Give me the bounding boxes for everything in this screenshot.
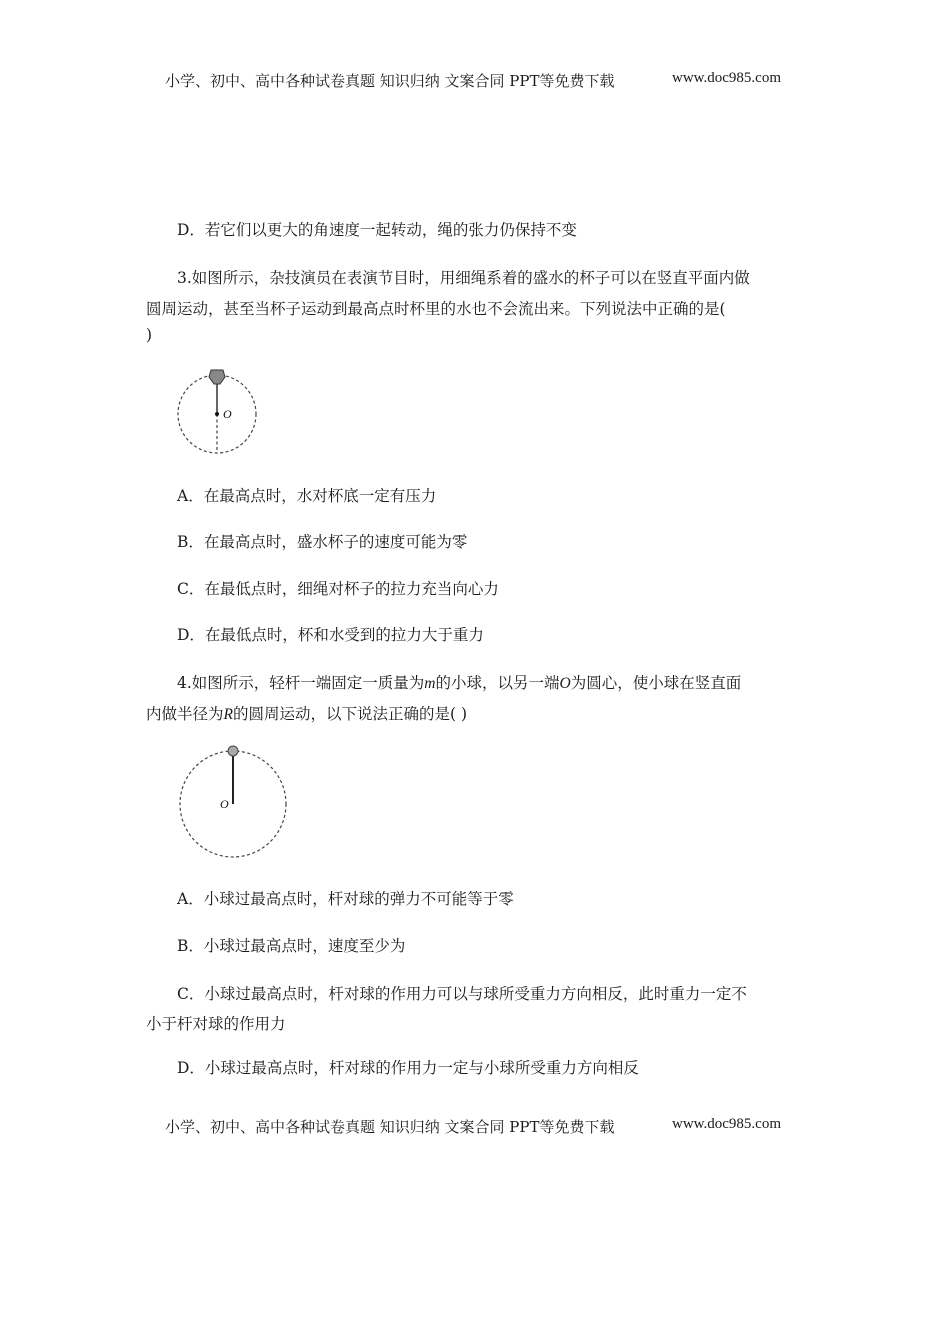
q4-center-symbol: O	[559, 675, 571, 692]
footer-text: 小学、初中、高中各种试卷真题 知识归纳 文案合同 PPT等免费下载	[165, 1118, 615, 1136]
q3-stem-line1: 3.如图所示，杂技演员在表演节目时，用细绳系着的盛水的杯子可以在竖直平面内做	[177, 269, 750, 287]
q4-line1-part-c: 为圆心，使小球在竖直面	[570, 674, 742, 692]
q4-radius-symbol: R	[223, 706, 233, 723]
q4-option-b[interactable]: B．小球过最高点时，速度至少为	[177, 937, 406, 955]
q4-option-c-line1[interactable]: C．小球过最高点时，杆对球的作用力可以与球所受重力方向相反，此时重力一定不	[177, 985, 747, 1003]
q3-figure-label: O	[223, 407, 232, 421]
q4-stem-line2	[146, 702, 816, 724]
q3-stem-line3: )	[146, 326, 153, 344]
q4-option-a[interactable]: A．小球过最高点时，杆对球的弹力不可能等于零	[177, 890, 514, 908]
q3-option-a[interactable]: A．在最高点时，水对杯底一定有压力	[177, 487, 437, 505]
q3-option-b[interactable]: B．在最高点时，盛水杯子的速度可能为零	[177, 533, 468, 551]
q3-center-point	[215, 412, 219, 416]
q4-mass-symbol: m	[424, 675, 436, 692]
q4-line1-part-a: 4.如图所示，轻杆一端固定一质量为	[177, 674, 425, 692]
q3-option-c[interactable]: C．在最低点时，细绳对杯子的拉力充当向心力	[177, 580, 499, 598]
q4-figure-label: O	[220, 797, 229, 811]
q4-stem-line1	[177, 671, 847, 693]
q4-line1-part-b: 的小球，以另一端	[435, 674, 560, 692]
q4-figure	[175, 742, 291, 862]
q3-option-d[interactable]: D．在最低点时，杯和水受到的拉力大于重力	[177, 626, 484, 644]
q3-figure	[172, 364, 264, 460]
q4-option-c-line2[interactable]: 小于杆对球的作用力	[146, 1015, 286, 1033]
ball-icon	[228, 746, 238, 756]
header-text: 小学、初中、高中各种试卷真题 知识归纳 文案合同 PPT等免费下载	[165, 72, 615, 90]
q4-line2-part-a: 内做半径为	[146, 705, 224, 723]
header-url[interactable]: www.doc985.com	[672, 70, 782, 86]
prev-option-d: D．若它们以更大的角速度一起转动，绳的张力仍保持不变	[177, 221, 577, 239]
q3-stem-line2: 圆周运动，甚至当杯子运动到最高点时杯里的水也不会流出来。下列说法中正确的是(	[146, 300, 726, 318]
q4-option-d[interactable]: D．小球过最高点时，杆对球的作用力一定与小球所受重力方向相反	[177, 1059, 639, 1077]
cup-icon	[209, 370, 225, 384]
footer-url[interactable]: www.doc985.com	[672, 1116, 782, 1132]
q4-line2-part-b: 的圆周运动，以下说法正确的是( )	[232, 705, 468, 723]
